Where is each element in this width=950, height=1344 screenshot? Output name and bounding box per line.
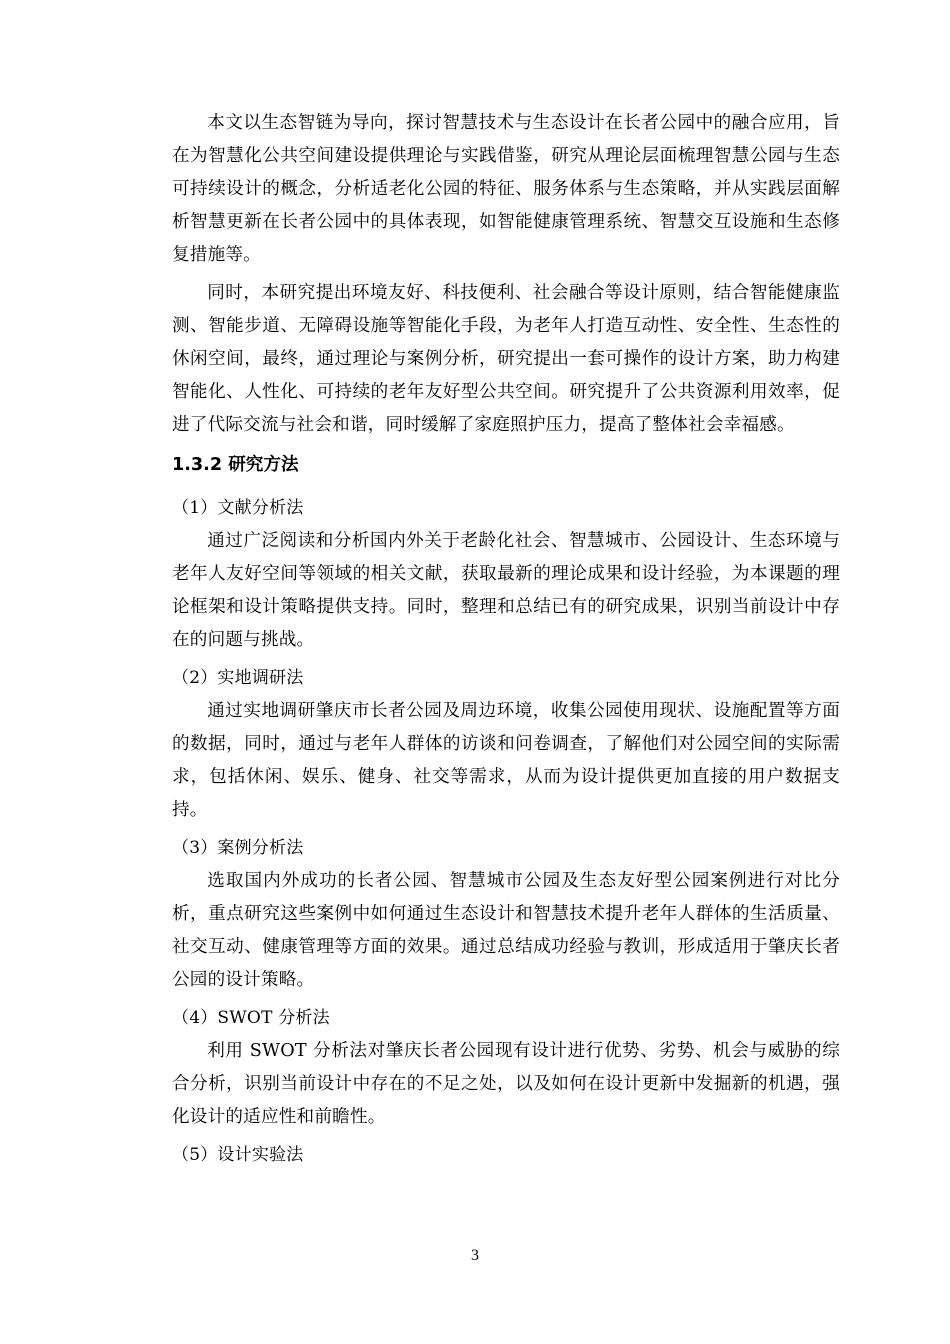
method-1-title: （1）文献分析法	[172, 498, 304, 518]
method-3-body: 选取国内外成功的长者公园、智慧城市公园及生态友好型公园案例进行对比分析，重点研究这些案例中如何通过生态设计和智慧技术提升老年人群体的生活质量、社交互动、健康管理等方面的效果。通过总结成功经验与教训，形成适用于肇庆长者公园的设计策略。	[172, 871, 840, 990]
paragraph-intro-2: 同时，本研究提出环境友好、科技便利、社会融合等设计原则，结合智能健康监测、智能步道、无障碍设施等智能化手段，为老年人打造互动性、安全性、生态性的休闲空间，最终，通过理论与案例分析，研究提出一套可操作的设计方案，助力构建智能化、人性化、可持续的老年友好型公共空间。研究提升了公共资源利用效率，促进了代际交流与社会和谐，同时缓解了家庭照护压力，提高了整体社会幸福感。	[172, 283, 840, 435]
method-2-title: （2）实地调研法	[172, 668, 304, 688]
method-5-title: （5）设计实验法	[172, 1145, 304, 1165]
method-4-body: 利用 SWOT 分析法对肇庆长者公园现有设计进行优势、劣势、机会与威胁的综合分析，识别当前设计中存在的不足之处，以及如何在设计更新中发掘新的机遇，强化设计的适应性和前瞻性。	[172, 1041, 840, 1127]
method-3-title: （3）案例分析法	[172, 838, 304, 858]
page-number: 3	[471, 1247, 479, 1264]
page-content	[172, 107, 840, 1172]
method-4-title: （4）SWOT 分析法	[172, 1008, 330, 1028]
method-1-body: 通过广泛阅读和分析国内外关于老龄化社会、智慧城市、公园设计、生态环境与老年人友好空间等领域的相关文献，获取最新的理论成果和设计经验，为本课题的理论框架和设计策略提供支持。同时，整理和总结已有的研究成果，识别当前设计中存在的问题与挑战。	[172, 531, 840, 650]
paragraph-intro-1: 本文以生态智链为导向，探讨智慧技术与生态设计在长者公园中的融合应用，旨在为智慧化公共空间建设提供理论与实践借鉴，研究从理论层面梳理智慧公园与生态可持续设计的概念，分析适老化公园的特征、服务体系与生态策略，并从实践层面解析智慧更新在长者公园中的具体表现，如智能健康管理系统、智慧交互设施和生态修复措施等。	[172, 113, 840, 265]
method-2-body: 通过实地调研肇庆市长者公园及周边环境，收集公园使用现状、设施配置等方面的数据，同时，通过与老年人群体的访谈和问卷调查，了解他们对公园空间的实际需求，包括休闲、娱乐、健身、社交等需求，从而为设计提供更加直接的用户数据支持。	[172, 701, 840, 820]
section-heading: 1.3.2 研究方法	[172, 455, 299, 475]
